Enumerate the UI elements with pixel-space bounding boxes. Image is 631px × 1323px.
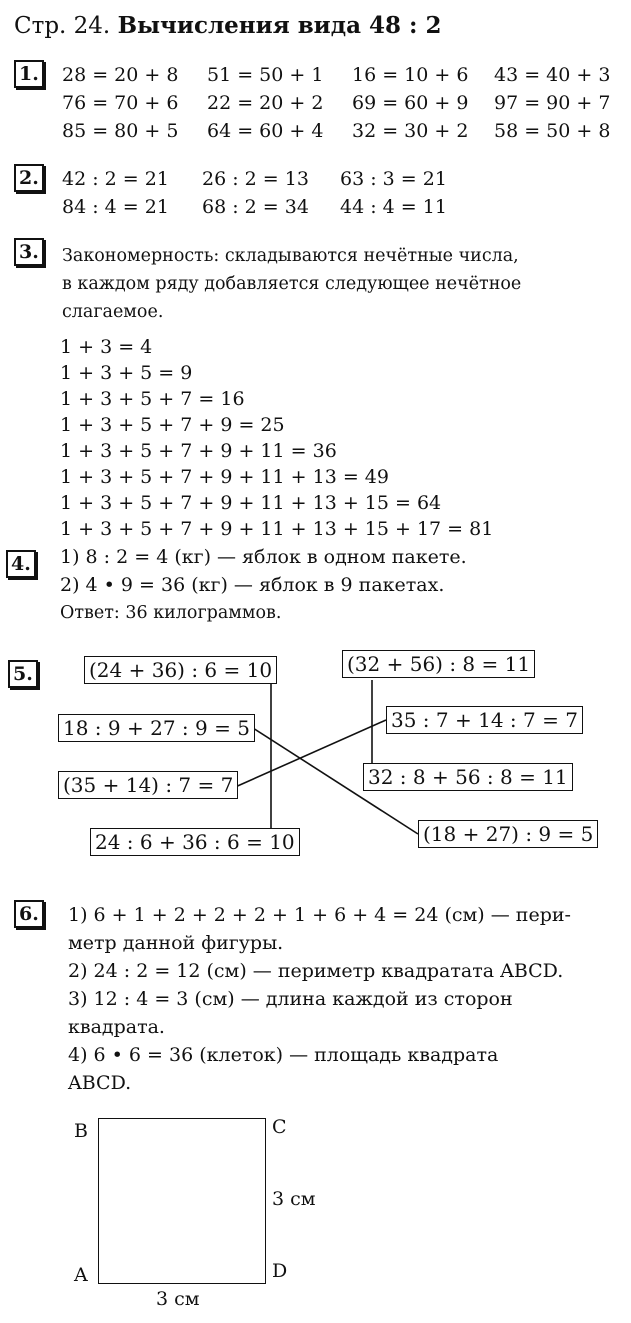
- task2-number: 2.: [14, 164, 44, 192]
- task2-r2-c3: 44 : 4 = 11: [340, 196, 447, 218]
- side-label-bottom: 3 см: [156, 1288, 200, 1310]
- page-topic: Вычисления вида 48 : 2: [117, 12, 442, 39]
- task6-line1: 1) 6 + 1 + 2 + 2 + 2 + 1 + 6 + 4 = 24 (см) — пери-: [68, 904, 571, 926]
- task6-line4: 3) 12 : 4 = 3 (см) — длина каждой из сторон: [68, 988, 513, 1010]
- task3-sum-3: 1 + 3 + 5 + 7 = 16: [60, 388, 245, 410]
- task4-number: 4.: [6, 550, 36, 578]
- expr-right-2: 35 : 7 + 14 : 7 = 7: [386, 706, 583, 734]
- task1-r1-c3: 16 = 10 + 6: [352, 64, 469, 86]
- task1-r3-c3: 32 = 30 + 2: [352, 120, 469, 142]
- task3-sum-4: 1 + 3 + 5 + 7 + 9 = 25: [60, 414, 285, 436]
- task1-r3-c1: 85 = 80 + 5: [62, 120, 179, 142]
- task1-number: 1.: [14, 60, 44, 88]
- task5-number: 5.: [8, 660, 38, 688]
- task2-r2-c2: 68 : 2 = 34: [202, 196, 309, 218]
- expr-right-1: (32 + 56) : 8 = 11: [342, 650, 535, 678]
- task3-sum-1: 1 + 3 = 4: [60, 336, 153, 358]
- page-prefix: Стр. 24.: [14, 13, 111, 39]
- task1-r2-c4: 97 = 90 + 7: [494, 92, 611, 114]
- task2-r1-c2: 26 : 2 = 13: [202, 168, 309, 190]
- task6-line5: квадрата.: [68, 1016, 165, 1038]
- task1-r2-c3: 69 = 60 + 9: [352, 92, 469, 114]
- task6-line2: метр данной фигуры.: [68, 932, 284, 954]
- task3-text-line3: слагаемое.: [62, 302, 164, 322]
- task1-r2-c2: 22 = 20 + 2: [207, 92, 324, 114]
- expr-left-2: 18 : 9 + 27 : 9 = 5: [58, 714, 255, 742]
- expr-right-3: 32 : 8 + 56 : 8 = 11: [363, 763, 573, 791]
- expr-right-4: (18 + 27) : 9 = 5: [418, 820, 598, 848]
- task1-r1-c4: 43 = 40 + 3: [494, 64, 611, 86]
- task6-line6: 4) 6 • 6 = 36 (клеток) — площадь квадрата: [68, 1044, 499, 1066]
- vertex-d: D: [272, 1260, 288, 1282]
- task3-sum-5: 1 + 3 + 5 + 7 + 9 + 11 = 36: [60, 440, 337, 462]
- task3-sum-6: 1 + 3 + 5 + 7 + 9 + 11 + 13 = 49: [60, 466, 389, 488]
- task4-line1: 1) 8 : 2 = 4 (кг) — яблок в одном пакете.: [60, 546, 467, 568]
- task6-line7: ABCD.: [68, 1072, 132, 1094]
- task1-r3-c4: 58 = 50 + 8: [494, 120, 611, 142]
- expr-left-4: 24 : 6 + 36 : 6 = 10: [90, 828, 300, 856]
- task4-answer: Ответ: 36 килограммов.: [60, 603, 282, 623]
- task1-r1-c2: 51 = 50 + 1: [207, 64, 324, 86]
- task1-r3-c2: 64 = 60 + 4: [207, 120, 324, 142]
- task1-r1-c1: 28 = 20 + 8: [62, 64, 179, 86]
- side-label-right: 3 см: [272, 1188, 316, 1210]
- task1-r2-c1: 76 = 70 + 6: [62, 92, 179, 114]
- square-abcd: [98, 1118, 266, 1284]
- task2-r1-c3: 63 : 3 = 21: [340, 168, 447, 190]
- vertex-a: A: [74, 1264, 88, 1286]
- task2-r2-c1: 84 : 4 = 21: [62, 196, 169, 218]
- task6-number: 6.: [14, 900, 44, 928]
- task6-line3: 2) 24 : 2 = 12 (см) — периметр квадратата ABCD.: [68, 960, 564, 982]
- task3-text-line2: в каждом ряду добавляется следующее нечётное: [62, 274, 522, 294]
- task3-sum-2: 1 + 3 + 5 = 9: [60, 362, 193, 384]
- vertex-c: C: [272, 1116, 287, 1138]
- task3-sum-8: 1 + 3 + 5 + 7 + 9 + 11 + 13 + 15 + 17 = 81: [60, 518, 494, 540]
- expr-left-1: (24 + 36) : 6 = 10: [84, 656, 277, 684]
- task3-text-line1: Закономерность: складываются нечётные числа,: [62, 246, 519, 266]
- task3-sum-7: 1 + 3 + 5 + 7 + 9 + 11 + 13 + 15 = 64: [60, 492, 442, 514]
- expr-left-3: (35 + 14) : 7 = 7: [58, 771, 238, 799]
- task4-line2: 2) 4 • 9 = 36 (кг) — яблок в 9 пакетах.: [60, 574, 445, 596]
- vertex-b: B: [74, 1120, 88, 1142]
- task3-number: 3.: [14, 238, 44, 266]
- task2-r1-c1: 42 : 2 = 21: [62, 168, 169, 190]
